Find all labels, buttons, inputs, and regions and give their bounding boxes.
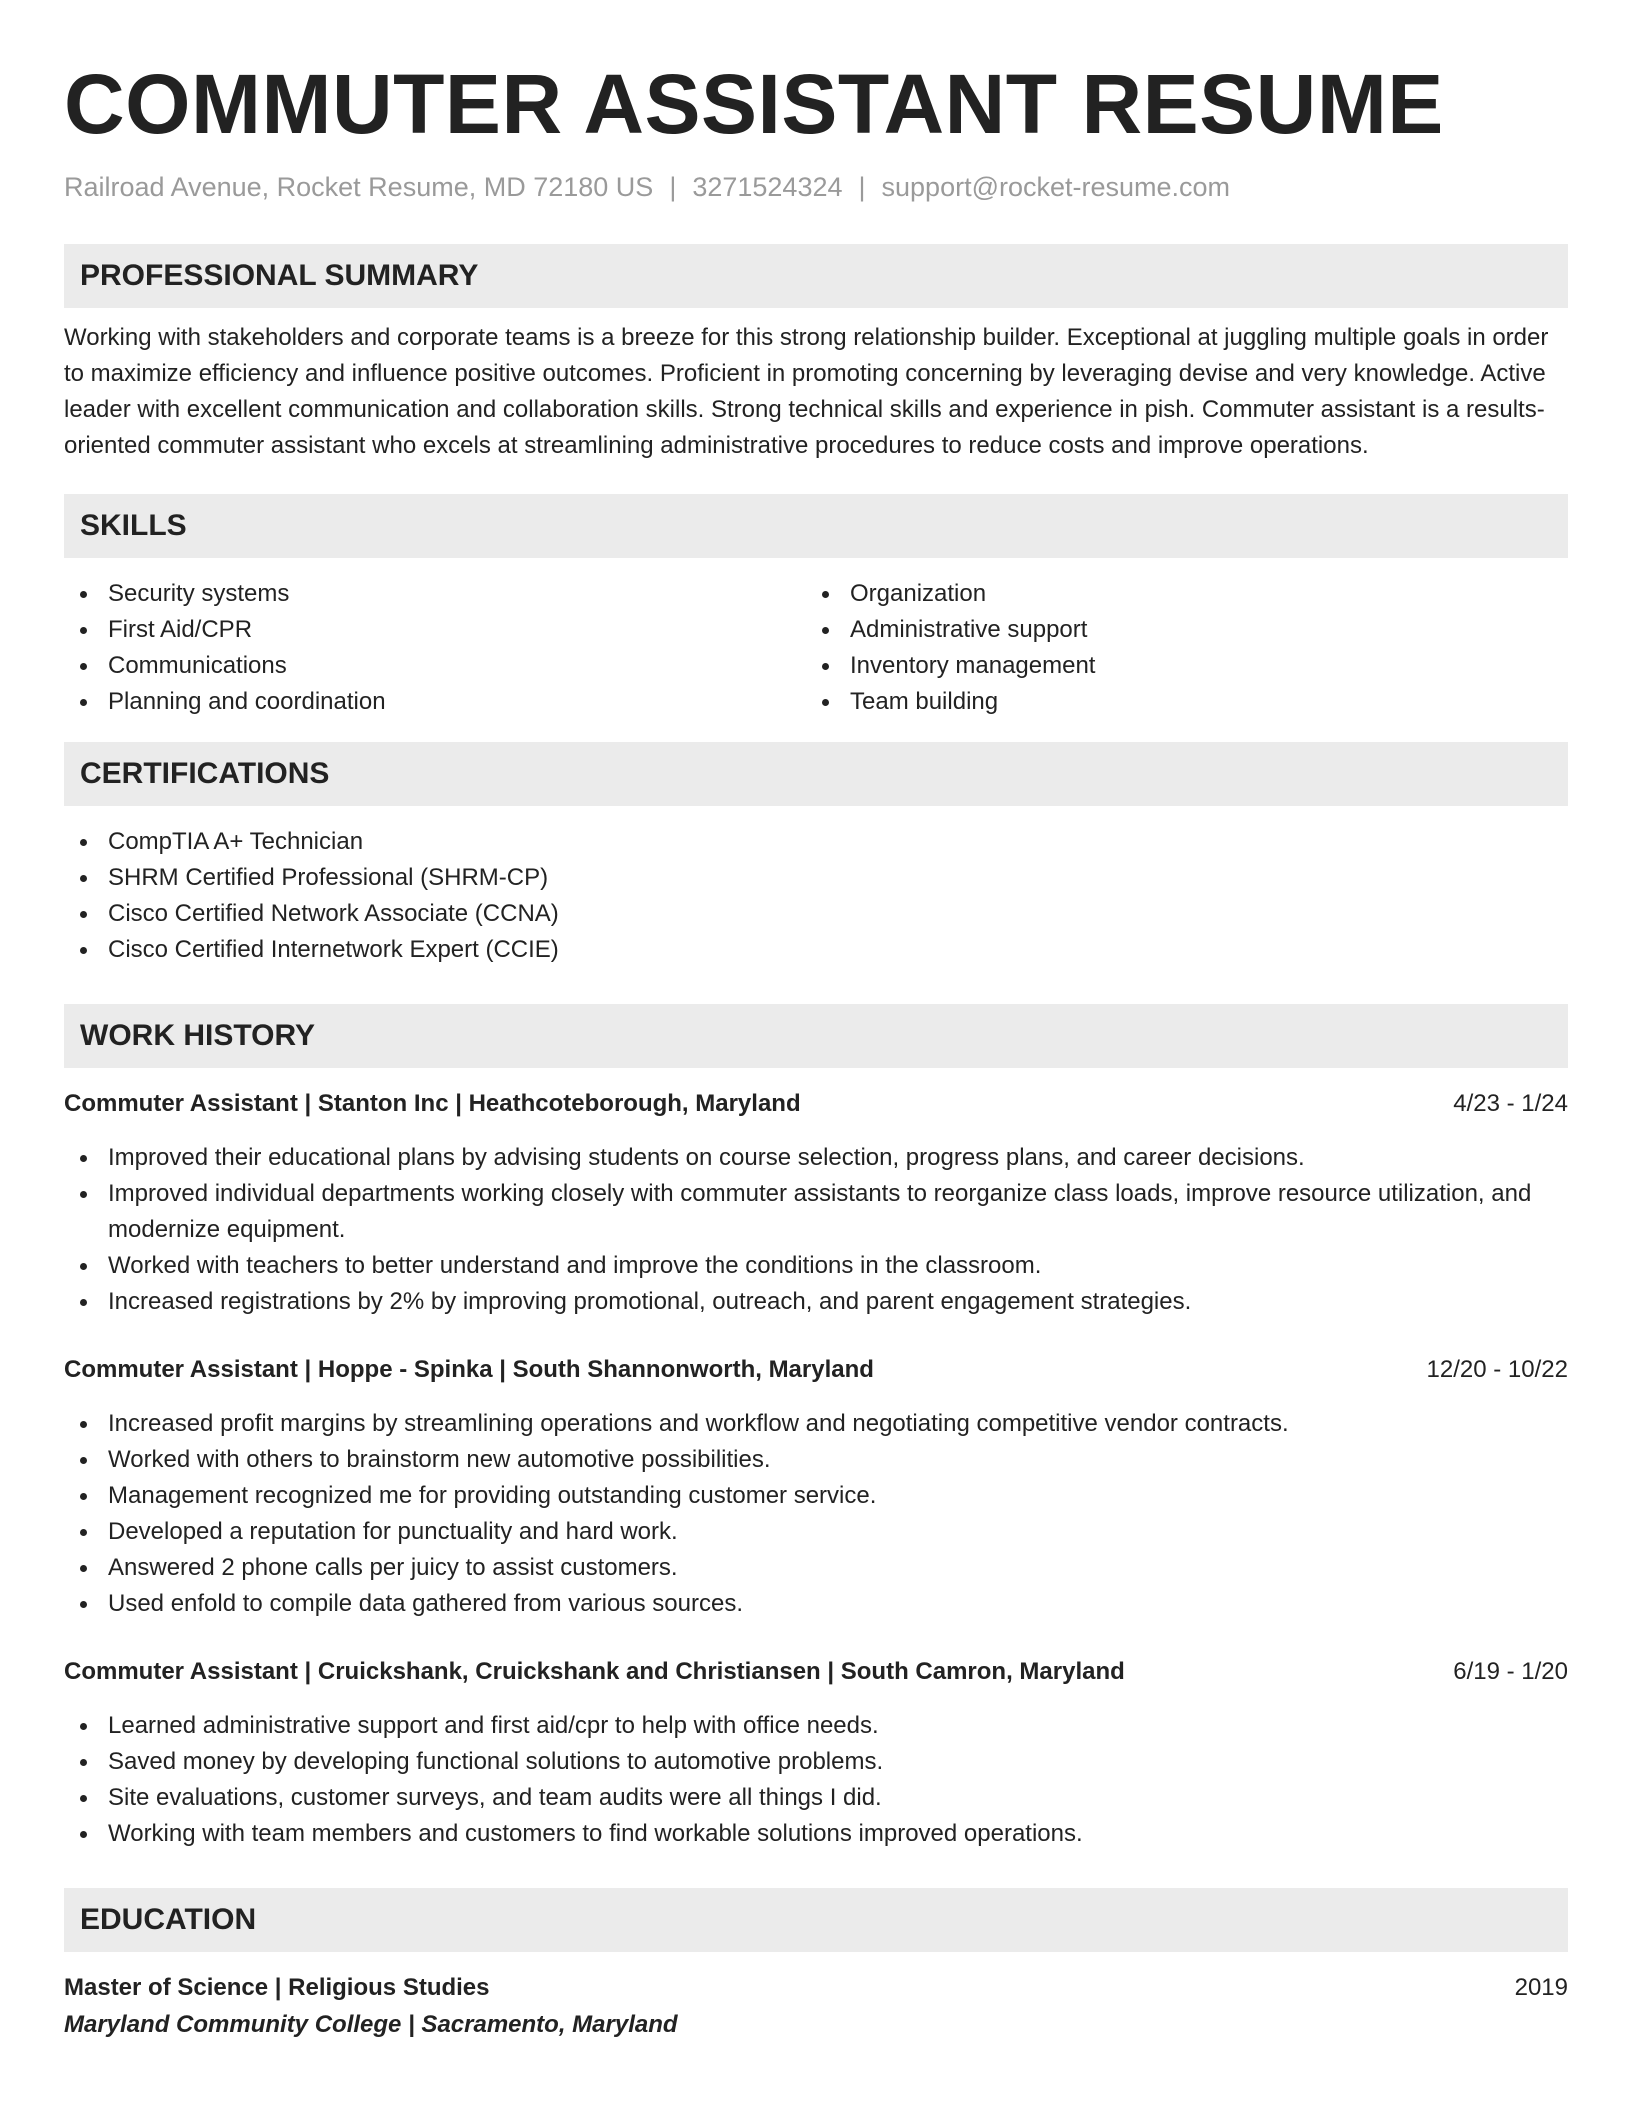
job-bullet: Learned administrative support and first aid/cpr to help with office needs. [64, 1708, 1568, 1744]
education-header [64, 1970, 1568, 2006]
contact-line [64, 168, 1568, 206]
certifications-heading: CERTIFICATIONS [64, 742, 1568, 806]
summary-text: Working with stakeholders and corporate teams is a breeze for this strong relationship builder. Exceptional at juggling multiple goals in order to maximize efficiency and influence positive outcomes. Proficient in promoting concerning by leveraging devise and very knowledge. Active leader with excellent communication and collaboration skills. Strong technical skills and experience in pish. Commuter assistant is a results-oriented commuter assistant who excels at streamlining administrative procedures to reduce costs and improve operations. [64, 324, 1549, 459]
job-bullets [64, 1406, 1568, 1622]
education-year: 2019 [1514, 1974, 1568, 2001]
job-bullet: Working with team members and customers to find workable solutions improved operations. [64, 1816, 1568, 1852]
job-bullet: Increased profit margins by streamlining operations and workflow and negotiating competitive vendor contracts. [64, 1406, 1568, 1442]
job-entry [64, 1086, 1568, 1320]
job-title: Commuter Assistant | Hoppe - Spinka | South Shannonworth, Maryland [64, 1356, 874, 1383]
job-title: Commuter Assistant | Cruickshank, Cruickshank and Christiansen | South Camron, Maryland [64, 1658, 1125, 1685]
job-bullet: Improved individual departments working closely with commuter assistants to reorganize class loads, improve resource utilization, and modernize equipment. [64, 1176, 1568, 1248]
skill-item: Security systems [64, 576, 806, 612]
contact-address: Railroad Avenue, Rocket Resume, MD 72180 US [64, 172, 654, 202]
contact-email: support@rocket-resume.com [881, 172, 1231, 202]
skill-item: Inventory management [806, 648, 1548, 684]
skill-item: First Aid/CPR [64, 612, 806, 648]
skills-grid [64, 576, 1568, 720]
skill-item: Communications [64, 648, 806, 684]
job-bullet: Worked with teachers to better understand and improve the conditions in the classroom. [64, 1248, 1568, 1284]
job-dates: 12/20 - 10/22 [1426, 1356, 1568, 1383]
education-heading: EDUCATION [64, 1888, 1568, 1952]
job-bullet: Site evaluations, customer surveys, and team audits were all things I did. [64, 1780, 1568, 1816]
job-header [64, 1352, 1568, 1388]
job-bullet: Used enfold to compile data gathered from various sources. [64, 1586, 1568, 1622]
job-bullet: Management recognized me for providing outstanding customer service. [64, 1478, 1568, 1514]
job-dates: 6/19 - 1/20 [1453, 1658, 1568, 1685]
job-bullet: Increased registrations by 2% by improving promotional, outreach, and parent engagement strategies. [64, 1284, 1568, 1320]
job-bullets [64, 1708, 1568, 1852]
education-degree: Master of Science | Religious Studies [64, 1974, 490, 2001]
certification-item: Cisco Certified Network Associate (CCNA) [64, 896, 1568, 932]
job-bullet: Answered 2 phone calls per juicy to assist customers. [64, 1550, 1568, 1586]
resume-name: COMMUTER ASSISTANT RESUME [64, 57, 1444, 151]
job-bullet: Saved money by developing functional solutions to automotive problems. [64, 1744, 1568, 1780]
job-header [64, 1654, 1568, 1690]
job-header [64, 1086, 1568, 1122]
contact-separator: | [858, 172, 866, 202]
certifications-list [64, 824, 1568, 968]
contact-phone: 3271524324 [692, 172, 843, 202]
skills-heading: SKILLS [64, 494, 1568, 558]
contact-separator: | [669, 172, 677, 202]
job-bullets [64, 1140, 1568, 1320]
certification-item: CompTIA A+ Technician [64, 824, 1568, 860]
skill-item: Organization [806, 576, 1548, 612]
certification-item: SHRM Certified Professional (SHRM-CP) [64, 860, 1568, 896]
job-entry [64, 1352, 1568, 1622]
job-entry [64, 1654, 1568, 1852]
certification-item: Cisco Certified Internetwork Expert (CCIE) [64, 932, 1568, 968]
skills-left-list [64, 576, 806, 720]
skill-item: Team building [806, 684, 1548, 720]
job-dates: 4/23 - 1/24 [1453, 1090, 1568, 1117]
job-bullet: Developed a reputation for punctuality and hard work. [64, 1514, 1568, 1550]
education-school: Maryland Community College | Sacramento, Maryland [64, 2011, 678, 2038]
skill-item: Administrative support [806, 612, 1548, 648]
skills-right-list [806, 576, 1548, 720]
work-history-heading: WORK HISTORY [64, 1004, 1568, 1068]
job-bullet: Improved their educational plans by advising students on course selection, progress plans, and career decisions. [64, 1140, 1568, 1176]
job-bullet: Worked with others to brainstorm new automotive possibilities. [64, 1442, 1568, 1478]
skill-item: Planning and coordination [64, 684, 806, 720]
job-title: Commuter Assistant | Stanton Inc | Heathcoteborough, Maryland [64, 1090, 801, 1117]
summary-heading: PROFESSIONAL SUMMARY [64, 244, 1568, 308]
